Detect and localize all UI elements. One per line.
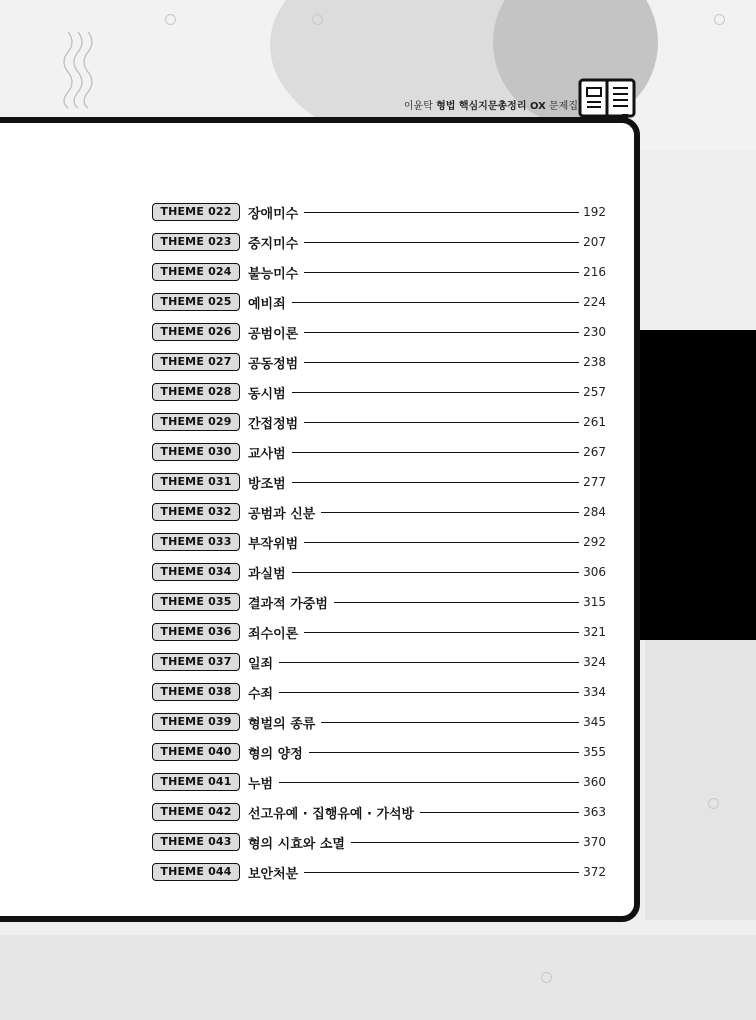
toc-title: 일죄 — [248, 656, 274, 672]
leader-line — [420, 812, 579, 813]
leader-line — [304, 632, 579, 633]
toc-title: 불능미수 — [248, 266, 299, 282]
header-author: 이윤탁 — [403, 101, 433, 112]
page-number: 321 — [583, 625, 606, 639]
theme-badge: THEME 027 — [152, 353, 240, 371]
decorative-dark-slab — [640, 330, 756, 640]
leader-line — [304, 422, 579, 423]
toc-entry[interactable] — [152, 857, 606, 887]
page-number: 207 — [583, 235, 606, 249]
toc-title: 교사범 — [248, 446, 286, 462]
toc-entry[interactable] — [152, 767, 606, 797]
toc-title: 과실범 — [248, 566, 286, 582]
toc-entry[interactable] — [152, 707, 606, 737]
theme-badge: THEME 039 — [152, 713, 240, 731]
leader-line — [351, 842, 579, 843]
leader-line — [321, 722, 579, 723]
toc-entry[interactable] — [152, 467, 606, 497]
page-number: 334 — [583, 685, 606, 699]
theme-badge: THEME 040 — [152, 743, 240, 761]
toc-title: 공범과 신분 — [248, 506, 316, 522]
toc-title: 공범이론 — [248, 326, 299, 342]
page-number: 372 — [583, 865, 606, 879]
page-number: 315 — [583, 595, 606, 609]
toc-entry[interactable] — [152, 257, 606, 287]
leader-line — [292, 392, 579, 393]
toc-title: 누범 — [248, 776, 274, 792]
leader-line — [279, 662, 579, 663]
theme-badge: THEME 033 — [152, 533, 240, 551]
theme-badge: THEME 037 — [152, 653, 240, 671]
decorative-dot — [312, 14, 323, 25]
theme-badge: THEME 038 — [152, 683, 240, 701]
page-number: 192 — [583, 205, 606, 219]
page-number: 345 — [583, 715, 606, 729]
toc-title: 간접정범 — [248, 416, 299, 432]
toc-entry[interactable] — [152, 407, 606, 437]
toc-title: 동시범 — [248, 386, 286, 402]
toc-entry[interactable] — [152, 317, 606, 347]
theme-badge: THEME 034 — [152, 563, 240, 581]
wave-lines-icon — [62, 30, 102, 110]
leader-line — [279, 782, 579, 783]
theme-badge: THEME 025 — [152, 293, 240, 311]
toc-title: 형의 양정 — [248, 746, 303, 762]
theme-badge: THEME 042 — [152, 803, 240, 821]
page-number: 355 — [583, 745, 606, 759]
toc-entry[interactable] — [152, 617, 606, 647]
page-number: 277 — [583, 475, 606, 489]
theme-badge: THEME 043 — [152, 833, 240, 851]
theme-badge: THEME 029 — [152, 413, 240, 431]
toc-entry[interactable] — [152, 587, 606, 617]
table-of-contents — [152, 197, 606, 887]
toc-title: 중지미수 — [248, 236, 299, 252]
toc-entry[interactable] — [152, 497, 606, 527]
theme-badge: THEME 024 — [152, 263, 240, 281]
page-number: 306 — [583, 565, 606, 579]
header-suffix: 문제집 — [549, 101, 578, 112]
toc-entry[interactable] — [152, 287, 606, 317]
toc-entry[interactable] — [152, 827, 606, 857]
toc-title: 공동정범 — [248, 356, 299, 372]
toc-title: 보안처분 — [248, 866, 299, 882]
theme-badge: THEME 026 — [152, 323, 240, 341]
toc-entry[interactable] — [152, 437, 606, 467]
page-number: 370 — [583, 835, 606, 849]
toc-title: 선고유예 · 집행유예 · 가석방 — [248, 806, 415, 822]
toc-title: 방조범 — [248, 476, 286, 492]
toc-entry[interactable] — [152, 557, 606, 587]
background-bottom — [0, 935, 756, 1020]
toc-title: 결과적 가중범 — [248, 596, 328, 612]
leader-line — [309, 752, 579, 753]
theme-badge: THEME 035 — [152, 593, 240, 611]
theme-badge: THEME 031 — [152, 473, 240, 491]
theme-badge: THEME 028 — [152, 383, 240, 401]
page-number: 284 — [583, 505, 606, 519]
toc-title: 부작위범 — [248, 536, 299, 552]
leader-line — [279, 692, 579, 693]
leader-line — [304, 362, 579, 363]
toc-title: 장애미수 — [248, 206, 299, 222]
decorative-dot — [165, 14, 176, 25]
theme-badge: THEME 022 — [152, 203, 240, 221]
page-number: 230 — [583, 325, 606, 339]
toc-entry[interactable] — [152, 737, 606, 767]
page-number: 363 — [583, 805, 606, 819]
page-number: 261 — [583, 415, 606, 429]
leader-line — [304, 212, 579, 213]
theme-badge: THEME 041 — [152, 773, 240, 791]
leader-line — [321, 512, 579, 513]
page-number: 360 — [583, 775, 606, 789]
decorative-dot — [708, 798, 719, 809]
page-number: 238 — [583, 355, 606, 369]
decorative-dot — [714, 14, 725, 25]
toc-title: 죄수이론 — [248, 626, 299, 642]
toc-entry[interactable] — [152, 197, 606, 227]
leader-line — [304, 242, 579, 243]
leader-line — [292, 572, 579, 573]
toc-entry[interactable] — [152, 227, 606, 257]
header-title: 형법 핵심지문총정리 OX — [436, 101, 546, 112]
toc-title: 형의 시효와 소멸 — [248, 836, 345, 852]
toc-entry[interactable] — [152, 797, 606, 827]
toc-entry[interactable] — [152, 647, 606, 677]
open-book-icon — [578, 76, 636, 120]
decorative-gray-shape — [645, 640, 756, 920]
leader-line — [292, 452, 579, 453]
toc-entry[interactable] — [152, 377, 606, 407]
toc-title: 예비죄 — [248, 296, 286, 312]
theme-badge: THEME 030 — [152, 443, 240, 461]
leader-line — [304, 272, 579, 273]
page-number: 292 — [583, 535, 606, 549]
leader-line — [334, 602, 579, 603]
leader-line — [304, 542, 579, 543]
theme-badge: THEME 036 — [152, 623, 240, 641]
leader-line — [304, 872, 579, 873]
page-number: 224 — [583, 295, 606, 309]
toc-entry[interactable] — [152, 347, 606, 377]
toc-entry[interactable] — [152, 527, 606, 557]
toc-title: 수죄 — [248, 686, 274, 702]
decorative-dot — [541, 972, 552, 983]
leader-line — [304, 332, 579, 333]
theme-badge: THEME 023 — [152, 233, 240, 251]
theme-badge: THEME 044 — [152, 863, 240, 881]
page-number: 216 — [583, 265, 606, 279]
toc-title: 형벌의 종류 — [248, 716, 316, 732]
page-number: 267 — [583, 445, 606, 459]
leader-line — [292, 482, 579, 483]
book-header — [404, 97, 578, 112]
leader-line — [292, 302, 579, 303]
page-number: 257 — [583, 385, 606, 399]
page-number: 324 — [583, 655, 606, 669]
toc-entry[interactable] — [152, 677, 606, 707]
theme-badge: THEME 032 — [152, 503, 240, 521]
